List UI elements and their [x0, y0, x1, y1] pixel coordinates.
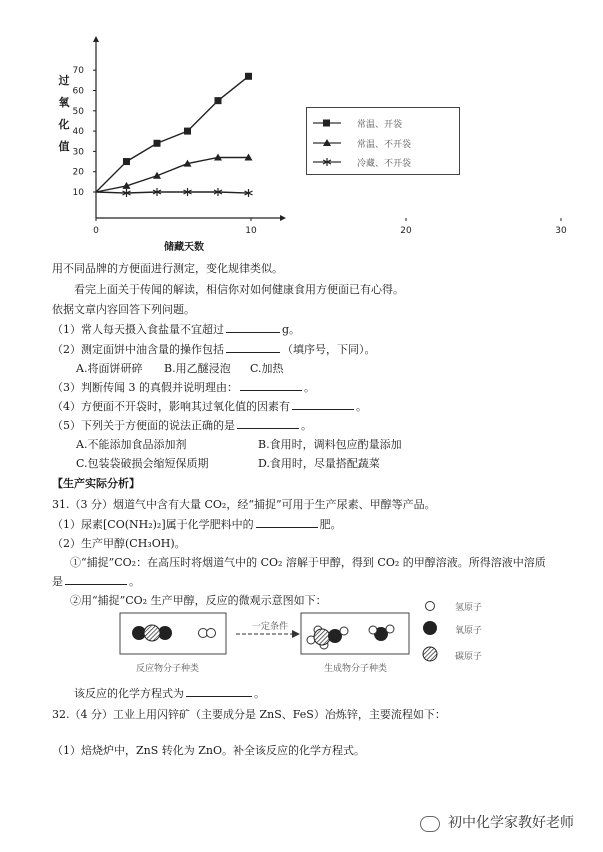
x-tick-label: 10 [245, 226, 257, 236]
legend-hydrogen-label: 氢原子 [455, 603, 483, 613]
option: B.食用时，调料包应酌量添加 [258, 438, 402, 451]
question-text: 是 [52, 575, 63, 588]
question-text: 该反应的化学方程式为 [74, 687, 184, 700]
hydrogen-atom-icon [426, 602, 435, 611]
question-text: 。 [356, 400, 367, 413]
reactant-caption: 反应物分子种类 [136, 664, 200, 674]
option: C.加热 [250, 362, 284, 375]
carbon-atom-icon [423, 647, 437, 661]
answer-blank[interactable] [186, 685, 252, 697]
paragraph: 依据文章内容回答下列问题。 [52, 303, 195, 316]
methanol-molecule [307, 626, 348, 649]
question-text: g。 [282, 323, 301, 336]
ylabel-char: 过 [58, 74, 70, 87]
question-31-equation [74, 685, 265, 701]
legend-label: 常温、不开袋 [357, 140, 412, 150]
option: A.不能添加食品添加剂 [76, 438, 187, 451]
legend-label: 常温、开袋 [357, 120, 403, 130]
question-31-2-i: ①“捕捉”CO₂：在高压时将烟道气中的 CO₂ 溶解于甲醇，得到 CO₂ 的甲醇溶液。所得溶液中溶质 [70, 556, 546, 569]
question-text: （5）下列关于方便面的说法正确的是 [52, 419, 235, 432]
ylabel-char: 氧 [58, 96, 70, 109]
question-32-1: （1）焙烧炉中，ZnS 转化为 ZnO。补全该反应的化学方程式。 [52, 744, 365, 757]
question-31: 31.（3 分）烟道气中含有大量 CO₂，经“捕捉”可用于生产尿素、甲醇等产品。 [52, 498, 436, 511]
question-text: （4）方便面不开袋时，影响其过氧化值的因素有 [52, 400, 290, 413]
co2-molecule [132, 625, 172, 641]
section-heading: 【生产实际分析】 [52, 477, 140, 490]
question-text: （2）测定面饼中油含量的操作包括 [52, 343, 224, 356]
question-text: （填序号，下同）。 [282, 343, 376, 356]
option: D.食用时，尽量搭配蔬菜 [258, 457, 380, 470]
paragraph: 看完上面关于传闻的解读，相信你对如何健康食用方便面已有心得。 [74, 283, 404, 296]
question-32: 32.（4 分）工业上用闪锌矿（主要成分是 ZnS、FeS）冶炼锌，主要流程如下： [52, 708, 446, 721]
ylabel-char: 化 [58, 118, 70, 131]
water-molecule [369, 625, 394, 641]
legend-carbon-label: 碳原子 [455, 652, 483, 662]
option: C.包装袋破损会缩短保质期 [76, 457, 209, 470]
y-tick-label: 40 [72, 127, 84, 138]
question-text: （1）常人每天摄入食盐量不宜超过 [52, 323, 224, 336]
product-caption: 生成物分子种类 [324, 664, 388, 674]
chart-xlabel: 储藏天数 [164, 242, 204, 253]
question-31-2: （2）生产甲醇(CH₃OH)。 [52, 537, 186, 550]
legend-label: 冷藏、不开袋 [357, 159, 412, 169]
option: B.用乙醚浸泡 [164, 362, 231, 375]
wechat-icon [420, 816, 440, 832]
y-tick-label: 20 [72, 167, 84, 178]
legend-oxygen-label: 氧原子 [455, 626, 483, 636]
question-text: 。 [304, 381, 315, 394]
y-tick-label: 10 [72, 188, 84, 198]
question-text: 。 [301, 419, 312, 432]
y-tick-label: 60 [72, 86, 84, 97]
question-text: 肥。 [319, 518, 342, 531]
x-tick-label: 30 [555, 226, 567, 236]
question-text: 。 [129, 575, 140, 588]
question-text: 。 [254, 687, 265, 700]
y-tick-label: 70 [72, 66, 84, 77]
question-31-2-ii: ②用“捕捉”CO₂ 生产甲醇，反应的微观示意图如下： [70, 594, 327, 607]
arrow-condition-label: 一定条件 [252, 622, 289, 632]
question-text: （1）尿素[CO(NH₂)₂]属于化学肥料中的 [52, 518, 254, 531]
option: A.将面饼研碎 [76, 362, 143, 375]
x-tick-label: 0 [93, 226, 99, 236]
question-text: （3）判断传闻 3 的真假并说明理由： [52, 381, 238, 394]
oxygen-atom-icon [423, 621, 437, 635]
h2-molecule [199, 629, 216, 638]
watermark [420, 812, 574, 832]
y-tick-label: 30 [72, 147, 84, 158]
paragraph: 用不同品牌的方便面进行测定，变化规律类似。 [52, 262, 283, 275]
y-tick-label: 50 [72, 106, 84, 117]
x-tick-label: 20 [400, 226, 412, 236]
watermark-text: 初中化学家教好老师 [448, 815, 574, 831]
ylabel-char: 值 [58, 140, 70, 153]
